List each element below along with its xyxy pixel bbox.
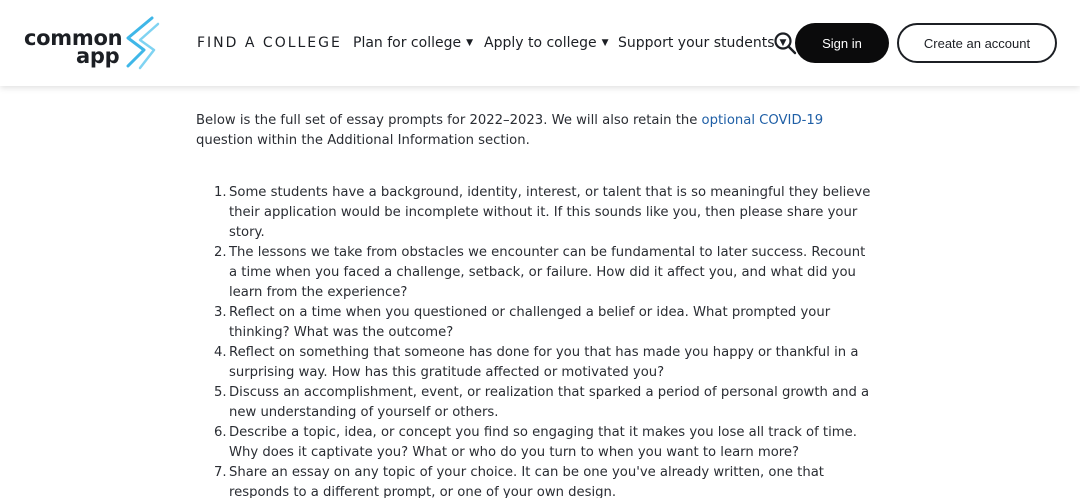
intro-text-after: question within the Additional Information section. <box>196 133 530 148</box>
list-item <box>196 343 876 383</box>
essay-prompts-list <box>196 183 876 498</box>
list-item <box>196 423 876 463</box>
essay-prompts-content <box>196 111 876 498</box>
list-item <box>196 303 876 343</box>
logo-text-line2: app <box>76 44 120 68</box>
prompt-text: Some students have a background, identity, interest, or talent that is so meaningful they believe their application would be incomplete without it. If this sounds like you, then please share your story. <box>229 185 871 240</box>
prompt-text: The lessons we take from obstacles we encounter can be fundamental to later success. Recount a time when you faced a challenge, setback, or failure. How did it affect you, and what did you learn from the experience? <box>229 245 866 300</box>
prompt-number: 2. <box>214 245 227 260</box>
caret-down-icon: ▼ <box>466 38 474 48</box>
list-item <box>196 183 876 243</box>
site-header <box>0 0 1080 86</box>
prompt-text: Reflect on something that someone has done for you that has made you happy or thankful in a surprising way. How has this gratitude affected or motivated you? <box>229 345 859 380</box>
prompt-number: 5. <box>214 385 227 400</box>
create-account-button[interactable]: Create an account <box>897 23 1057 63</box>
logo-text-line1: common <box>24 26 123 50</box>
prompt-text: Reflect on a time when you questioned or challenged a belief or idea. What prompted your thinking? What was the outcome? <box>229 305 831 340</box>
logo-mark-icon <box>114 16 160 72</box>
prompt-text: Share an essay on any topic of your choice. It can be one you've already written, one that responds to a different prompt, or one of your own design. <box>229 465 824 498</box>
prompt-text: Describe a topic, idea, or concept you find so engaging that it makes you lose all track of time. Why does it captivate you? What or who do you turn to when you want to learn more? <box>229 425 857 460</box>
search-icon <box>773 31 797 55</box>
nav-support-your-students[interactable] <box>618 35 786 51</box>
intro-text-before: Below is the full set of essay prompts for 2022–2023. We will also retain the <box>196 113 702 128</box>
covid-19-link[interactable]: optional COVID-19 <box>701 113 824 128</box>
nav-apply-to-college[interactable] <box>484 35 609 51</box>
prompt-number: 6. <box>214 425 227 440</box>
prompt-number: 4. <box>214 345 227 360</box>
prompt-number: 3. <box>214 305 227 320</box>
prompt-number: 1. <box>214 185 227 200</box>
search-button[interactable] <box>773 31 797 55</box>
list-item <box>196 243 876 303</box>
list-item <box>196 463 876 498</box>
prompt-number: 7. <box>214 465 227 480</box>
caret-down-icon: ▼ <box>779 38 787 48</box>
nav-support-label: Support your students <box>618 35 775 51</box>
nav-apply-label: Apply to college <box>484 35 597 51</box>
sign-in-button[interactable]: Sign in <box>795 23 889 63</box>
prompt-text: Discuss an accomplishment, event, or realization that sparked a period of personal growth and a new understanding of yourself or others. <box>229 385 870 420</box>
list-item <box>196 383 876 423</box>
common-app-logo[interactable] <box>24 16 164 72</box>
nav-plan-label: Plan for college <box>353 35 462 51</box>
caret-down-icon: ▼ <box>601 38 609 48</box>
intro-paragraph <box>196 111 876 151</box>
nav-plan-for-college[interactable] <box>353 35 473 51</box>
nav-find-a-college[interactable]: FIND A COLLEGE <box>197 35 342 51</box>
